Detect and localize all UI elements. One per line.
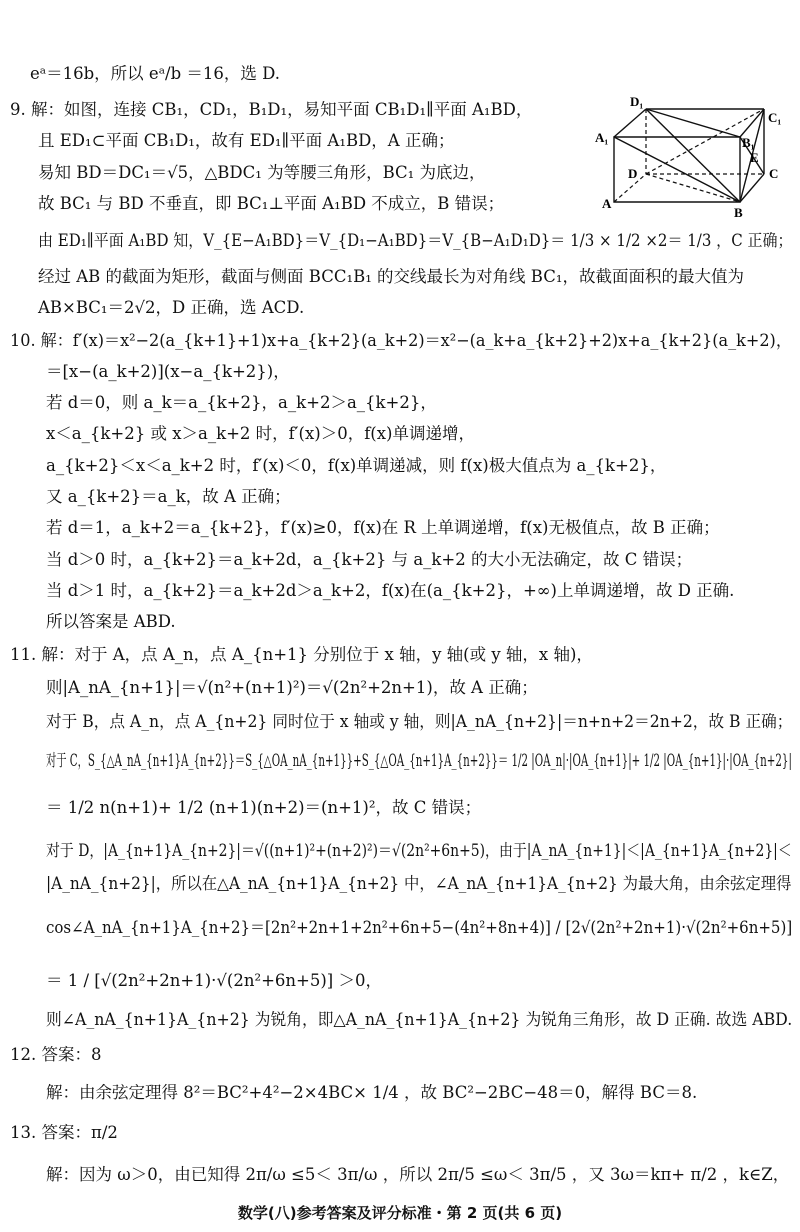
- text-line: 由 ED₁∥平面 A₁BD 知，V_{E−A₁BD}＝V_{D₁−A₁BD}＝V_{B−A₁D₁D}＝ 1/3 × 1/2 ×2＝ 1/3 ，C 正确；: [38, 231, 793, 250]
- figure-label: E: [750, 150, 759, 165]
- cuboid-figure: [592, 92, 790, 220]
- text-line: 对于 C，S_{△A_nA_{n+1}A_{n+2}}＝S_{△OA_nA_{n+1}}+S_{△OA_{n+1}A_{n+2}}＝ 1/2 |OA_n|·|OA_{n+1}|+ 1/2 |OA_{n+1}|·|OA_{n+2}|: [46, 751, 792, 770]
- figure-label: A: [602, 196, 612, 211]
- text-line: cos∠A_nA_{n+1}A_{n+2}＝[2n²+2n+1+2n²+6n+5−(4n²+8n+4)] / [2√(2n²+2n+1)·√(2n²+6n+5)]: [46, 918, 793, 937]
- text-line: 故 BC₁ 与 BD 不垂直，即 BC₁⊥平面 A₁BD 不成立，B 错误；: [38, 194, 505, 213]
- figure-label: B₁: [742, 135, 755, 150]
- figure-label: C: [769, 166, 779, 181]
- text-line: 经过 AB 的截面为矩形，截面与侧面 BCC₁B₁ 的交线最长为对角线 BC₁，故截面面积的最大值为: [38, 267, 744, 286]
- text-line: a_{k+2}＜x＜a_k+2 时，f′(x)＜0，f(x)单调递减，则 f(x)极大值点为 a_{k+2}，: [46, 456, 667, 475]
- text-line: 13. 答案：π/2: [10, 1123, 118, 1142]
- text-line: 对于 D，|A_{n+1}A_{n+2}|＝√((n+1)²+(n+2)²)＝√(2n²+6n+5)，由于|A_nA_{n+1}|＜|A_{n+1}A_{n+2}|＜: [46, 841, 792, 860]
- text-line: x＜a_{k+2} 或 x＞a_k+2 时，f′(x)＞0，f(x)单调递增，: [46, 424, 475, 443]
- text-line: 解：由余弦定理得 8²＝BC²+4²−2×4BC× 1/4 ，故 BC²−2BC−48＝0，解得 BC＝8.: [46, 1083, 698, 1102]
- text-line: 则|A_nA_{n+1}|＝√(n²+(n+1)²)＝√(2n²+2n+1)，故 A 正确；: [46, 678, 538, 697]
- figure-label: C₁: [768, 110, 782, 125]
- text-line: eᵃ＝16b，所以 eᵃ/b ＝16，选 D.: [30, 64, 281, 83]
- text-line: 10. 解：f′(x)＝x²−2(a_{k+1}+1)x+a_{k+2}(a_k+2)＝x²−(a_k+a_{k+2}+2)x+a_{k+2}(a_k+2)，: [10, 331, 792, 350]
- text-line: 则∠A_nA_{n+1}A_{n+2} 为锐角，即△A_nA_{n+1}A_{n+2} 为锐角三角形，故 D 正确. 故选 ABD.: [46, 1010, 793, 1029]
- text-line: 9. 解：如图，连接 CB₁，CD₁，B₁D₁，易知平面 CB₁D₁∥平面 A₁BD，: [10, 100, 533, 119]
- text-line: 11. 解：对于 A，点 A_n，点 A_{n+1} 分别位于 x 轴，y 轴(或 y 轴，x 轴)，: [10, 645, 593, 664]
- text-line: 又 a_{k+2}＝a_k，故 A 正确；: [46, 487, 291, 506]
- text-line: 所以答案是 ABD.: [46, 612, 176, 631]
- text-line: ＝[x−(a_k+2)](x−a_{k+2})，: [46, 362, 290, 381]
- text-line: 解：因为 ω＞0，由已知得 2π/ω ≤5＜ 3π/ω ，所以 2π/5 ≤ω＜ 3π/5 ，又 3ω＝kπ+ π/2 ，k∈Z，: [46, 1165, 790, 1184]
- text-line: AB×BC₁＝2√2，D 正确，选 ACD.: [38, 298, 305, 317]
- text-line: 当 d＞0 时，a_{k+2}＝a_k+2d，a_{k+2} 与 a_k+2 的大小无法确定，故 C 错误；: [46, 550, 693, 569]
- text-line: 若 d＝1，a_k+2＝a_{k+2}，f′(x)≥0，f(x)在 R 上单调递增，f(x)无极值点，故 B 正确；: [46, 518, 720, 537]
- text-line: 当 d＞1 时，a_{k+2}＝a_k+2d＞a_k+2，f(x)在(a_{k+2}，+∞)上单调递增，故 D 正确.: [46, 581, 735, 600]
- text-line: ＝ 1/2 n(n+1)+ 1/2 (n+1)(n+2)＝(n+1)²，故 C 错误；: [46, 798, 482, 817]
- text-line: 若 d＝0，则 a_k＝a_{k+2}，a_k+2＞a_{k+2}，: [46, 393, 437, 412]
- figure-label: B: [734, 205, 743, 220]
- text-line: 12. 答案：8: [10, 1045, 102, 1064]
- text-line: 对于 B，点 A_n，点 A_{n+2} 同时位于 x 轴或 y 轴，则|A_nA_{n+2}|＝n+n+2＝2n+2，故 B 正确；: [46, 712, 793, 731]
- figure-label: A₁: [595, 130, 609, 145]
- page-footer: 数学(八)参考答案及评分标准・第 2 页(共 6 页): [237, 1204, 563, 1222]
- text-line: ＝ 1 / [√(2n²+2n+1)·√(2n²+6n+5)] ＞0，: [46, 971, 382, 990]
- text-line: 易知 BD＝DC₁＝√5，△BDC₁ 为等腰三角形，BC₁ 为底边，: [38, 163, 486, 182]
- figure-label: D: [628, 166, 638, 181]
- text-line: 且 ED₁⊂平面 CB₁D₁，故有 ED₁∥平面 A₁BD，A 正确；: [38, 131, 455, 150]
- text-line: |A_nA_{n+2}|，所以在△A_nA_{n+1}A_{n+2} 中，∠A_nA_{n+1}A_{n+2} 为最大角，由余弦定理得: [46, 874, 792, 893]
- figure-label: D₁: [630, 94, 644, 109]
